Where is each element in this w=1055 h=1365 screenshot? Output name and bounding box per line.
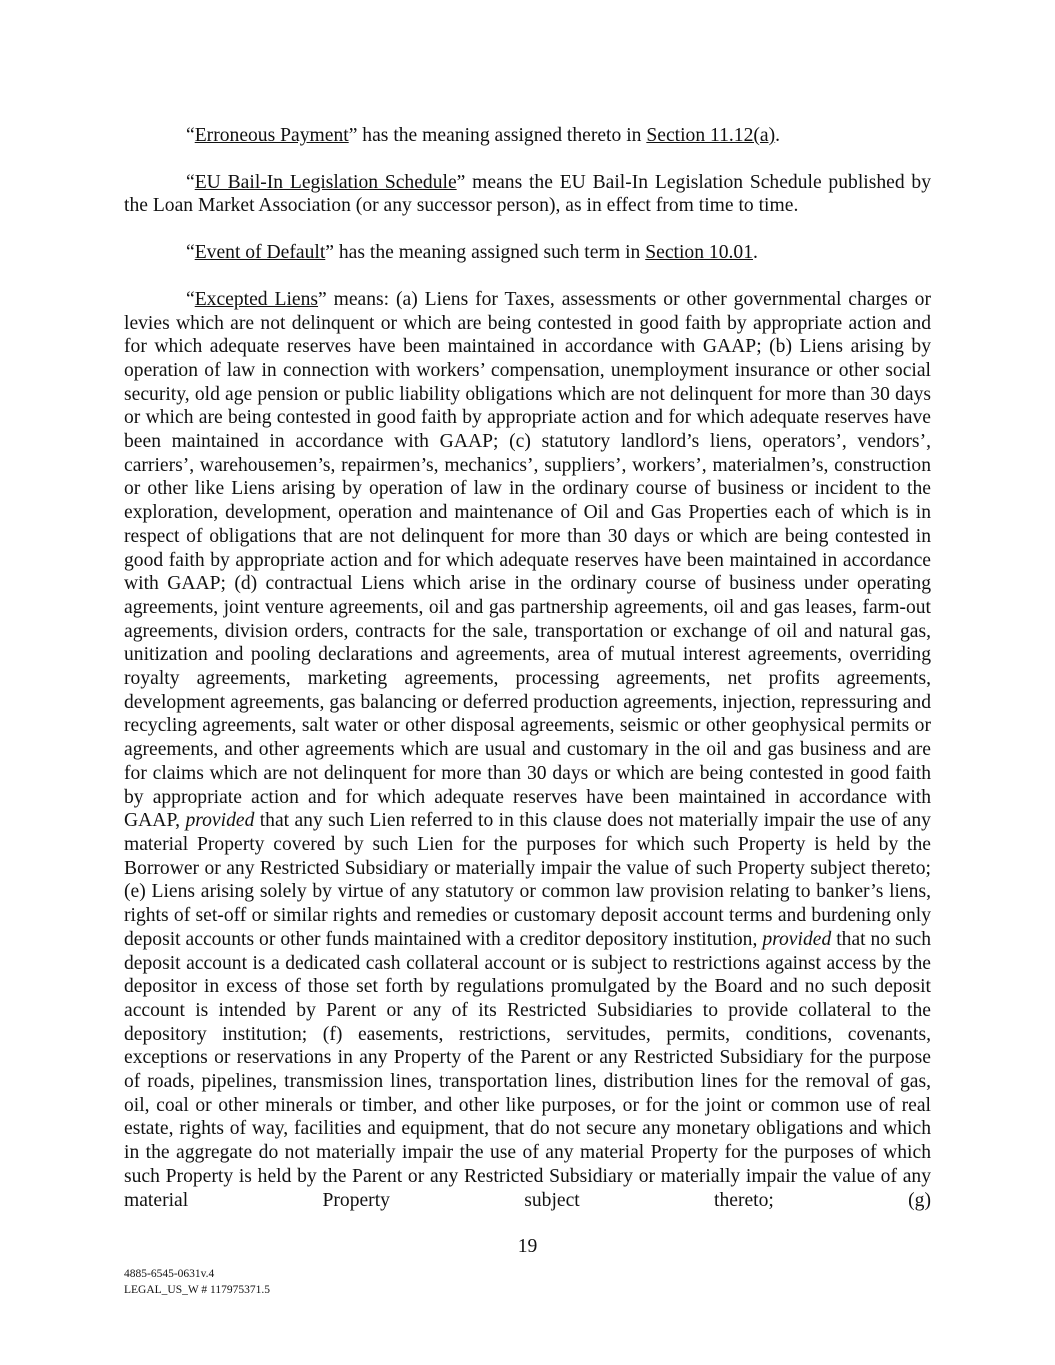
provided-italic: provided <box>762 928 832 950</box>
defined-term: Event of Default <box>194 242 326 264</box>
open-quote: “ <box>186 242 195 264</box>
section-reference: Section 11.12(a) <box>646 125 776 146</box>
footer <box>124 1266 270 1298</box>
open-quote: “ <box>186 125 195 146</box>
open-quote: “ <box>186 288 195 310</box>
definition-end: . <box>775 125 781 146</box>
definition-excepted-liens <box>124 288 931 1212</box>
defined-term: Erroneous Payment <box>194 125 349 146</box>
definition-eu-bail-in <box>124 171 931 218</box>
definition-end: . <box>753 242 758 264</box>
page-number: 19 <box>517 1236 538 1257</box>
definition-text-part-1: ” means: (a) Liens for Taxes, assessments or other governmental charges or levies which are not delinquent or which are being contested in good faith by appropriate action and for which adequate reserves have been maintained in accordance with GAAP; (b) Liens arising by operation of law in connection with workers’ compensation, unemployment insurance or other social security, old age pension or public liability obligations which are not delinquent for more than 30 days or which are being contested in good faith by appropriate action and for which adequate reserves have been maintained in accordance with GAAP; (c) statutory landlord’s liens, operators’, vendors’, carriers’, warehousemen’s, repairmen’s, mechanics’, suppliers’, workers’, materialmen’s, construction or other like Liens arising by operation of law in the ordinary course of business or incident to the exploration, development, operation and maintenance of Oil and Gas Properties each of which is in respect of obligations that are not delinquent for more than 30 days or which are being contested in good faith by appropriate action and for which adequate reserves have been maintained in accordance with GAAP; (d) contractual Liens which arise in the ordinary course of business under operating agreements, joint venture agreements, oil and gas partnership agreements, oil and gas leases, farm-out agreements, division orders, contracts for the sale, transportation or exchange of oil and natural gas, unitization and pooling declarations and agreements, area of mutual interest agreements, overriding royalty agreements, marketing agreements, processing agreements, net profits agreements, development agreements, gas balancing or deferred production agreements, injection, repressuring and recycling agreements, salt water or other disposal agreements, seismic or other geophysical permits or agreements, and other agreements which are usual and customary in the oil and gas business and are for claims which are not delinquent for more than 30 days or which are being contested in good faith by appropriate action and for which adequate reserves have been maintained in accordance with GAAP, <box>124 288 931 832</box>
defined-term: Excepted Liens <box>194 288 319 310</box>
definition-text: ” has the meaning assigned thereto in <box>348 125 647 146</box>
defined-term: EU Bail-In Legislation Schedule <box>194 171 457 193</box>
footer-legal-id: LEGAL_US_W # 117975371.5 <box>124 1284 270 1296</box>
definition-text: ” has the meaning assigned such term in <box>325 242 646 264</box>
definition-text-part-3: that no such deposit account is a dedicated cash collateral account or is subject to restrictions against access by the depositor in excess of those set forth by regulations promulgated by the Board and no such deposit account is intended by Parent or any of its Restricted Subsidiaries to provide collateral to the depository institution; (f) easements, restrictions, servitudes, permits, conditions, covenants, exceptions or reservations in any Property of the Parent or any Restricted Subsidiary for the purpose of roads, pipelines, transmission lines, transportation lines, distribution lines for the removal of gas, oil, coal or other minerals or timber, and other like purposes, or for the joint or common use of real estate, rights of way, facilities and equipment, that do not secure any monetary obligations and which in the aggregate do not materially impair the use of any material Property for the purposes of which such Property is held by the Parent or any Restricted Subsidiary or materially impair the value of any material Property subject thereto; (g) <box>124 928 931 1211</box>
definition-text-part-2: that any such Lien referred to in this clause does not materially impair the use of any material Property covered by such Lien for the purposes for which such Property is held by the Borrower or any Restricted Subsidiary or materially impair the value of such Property subject thereto; (e) Liens arising solely by virtue of any statutory or common law provision relating to banker’s liens, rights of set-off or similar rights and remedies or customary deposit account terms and burdening only deposit accounts or other funds maintained with a creditor depository institution, <box>124 810 931 950</box>
definition-erroneous-payment <box>124 124 931 148</box>
definition-event-of-default <box>124 241 931 265</box>
definition-text: ” means the EU Bail-In Legislation Schedule published by the Loan Market Association (or any successor person), as in effect from time to time. <box>124 171 931 217</box>
provided-italic: provided <box>185 810 255 832</box>
footer-doc-id: 4885-6545-0631v.4 <box>124 1268 215 1280</box>
document-page <box>124 124 931 1235</box>
open-quote: “ <box>186 171 195 193</box>
section-reference: Section 10.01 <box>645 242 753 264</box>
